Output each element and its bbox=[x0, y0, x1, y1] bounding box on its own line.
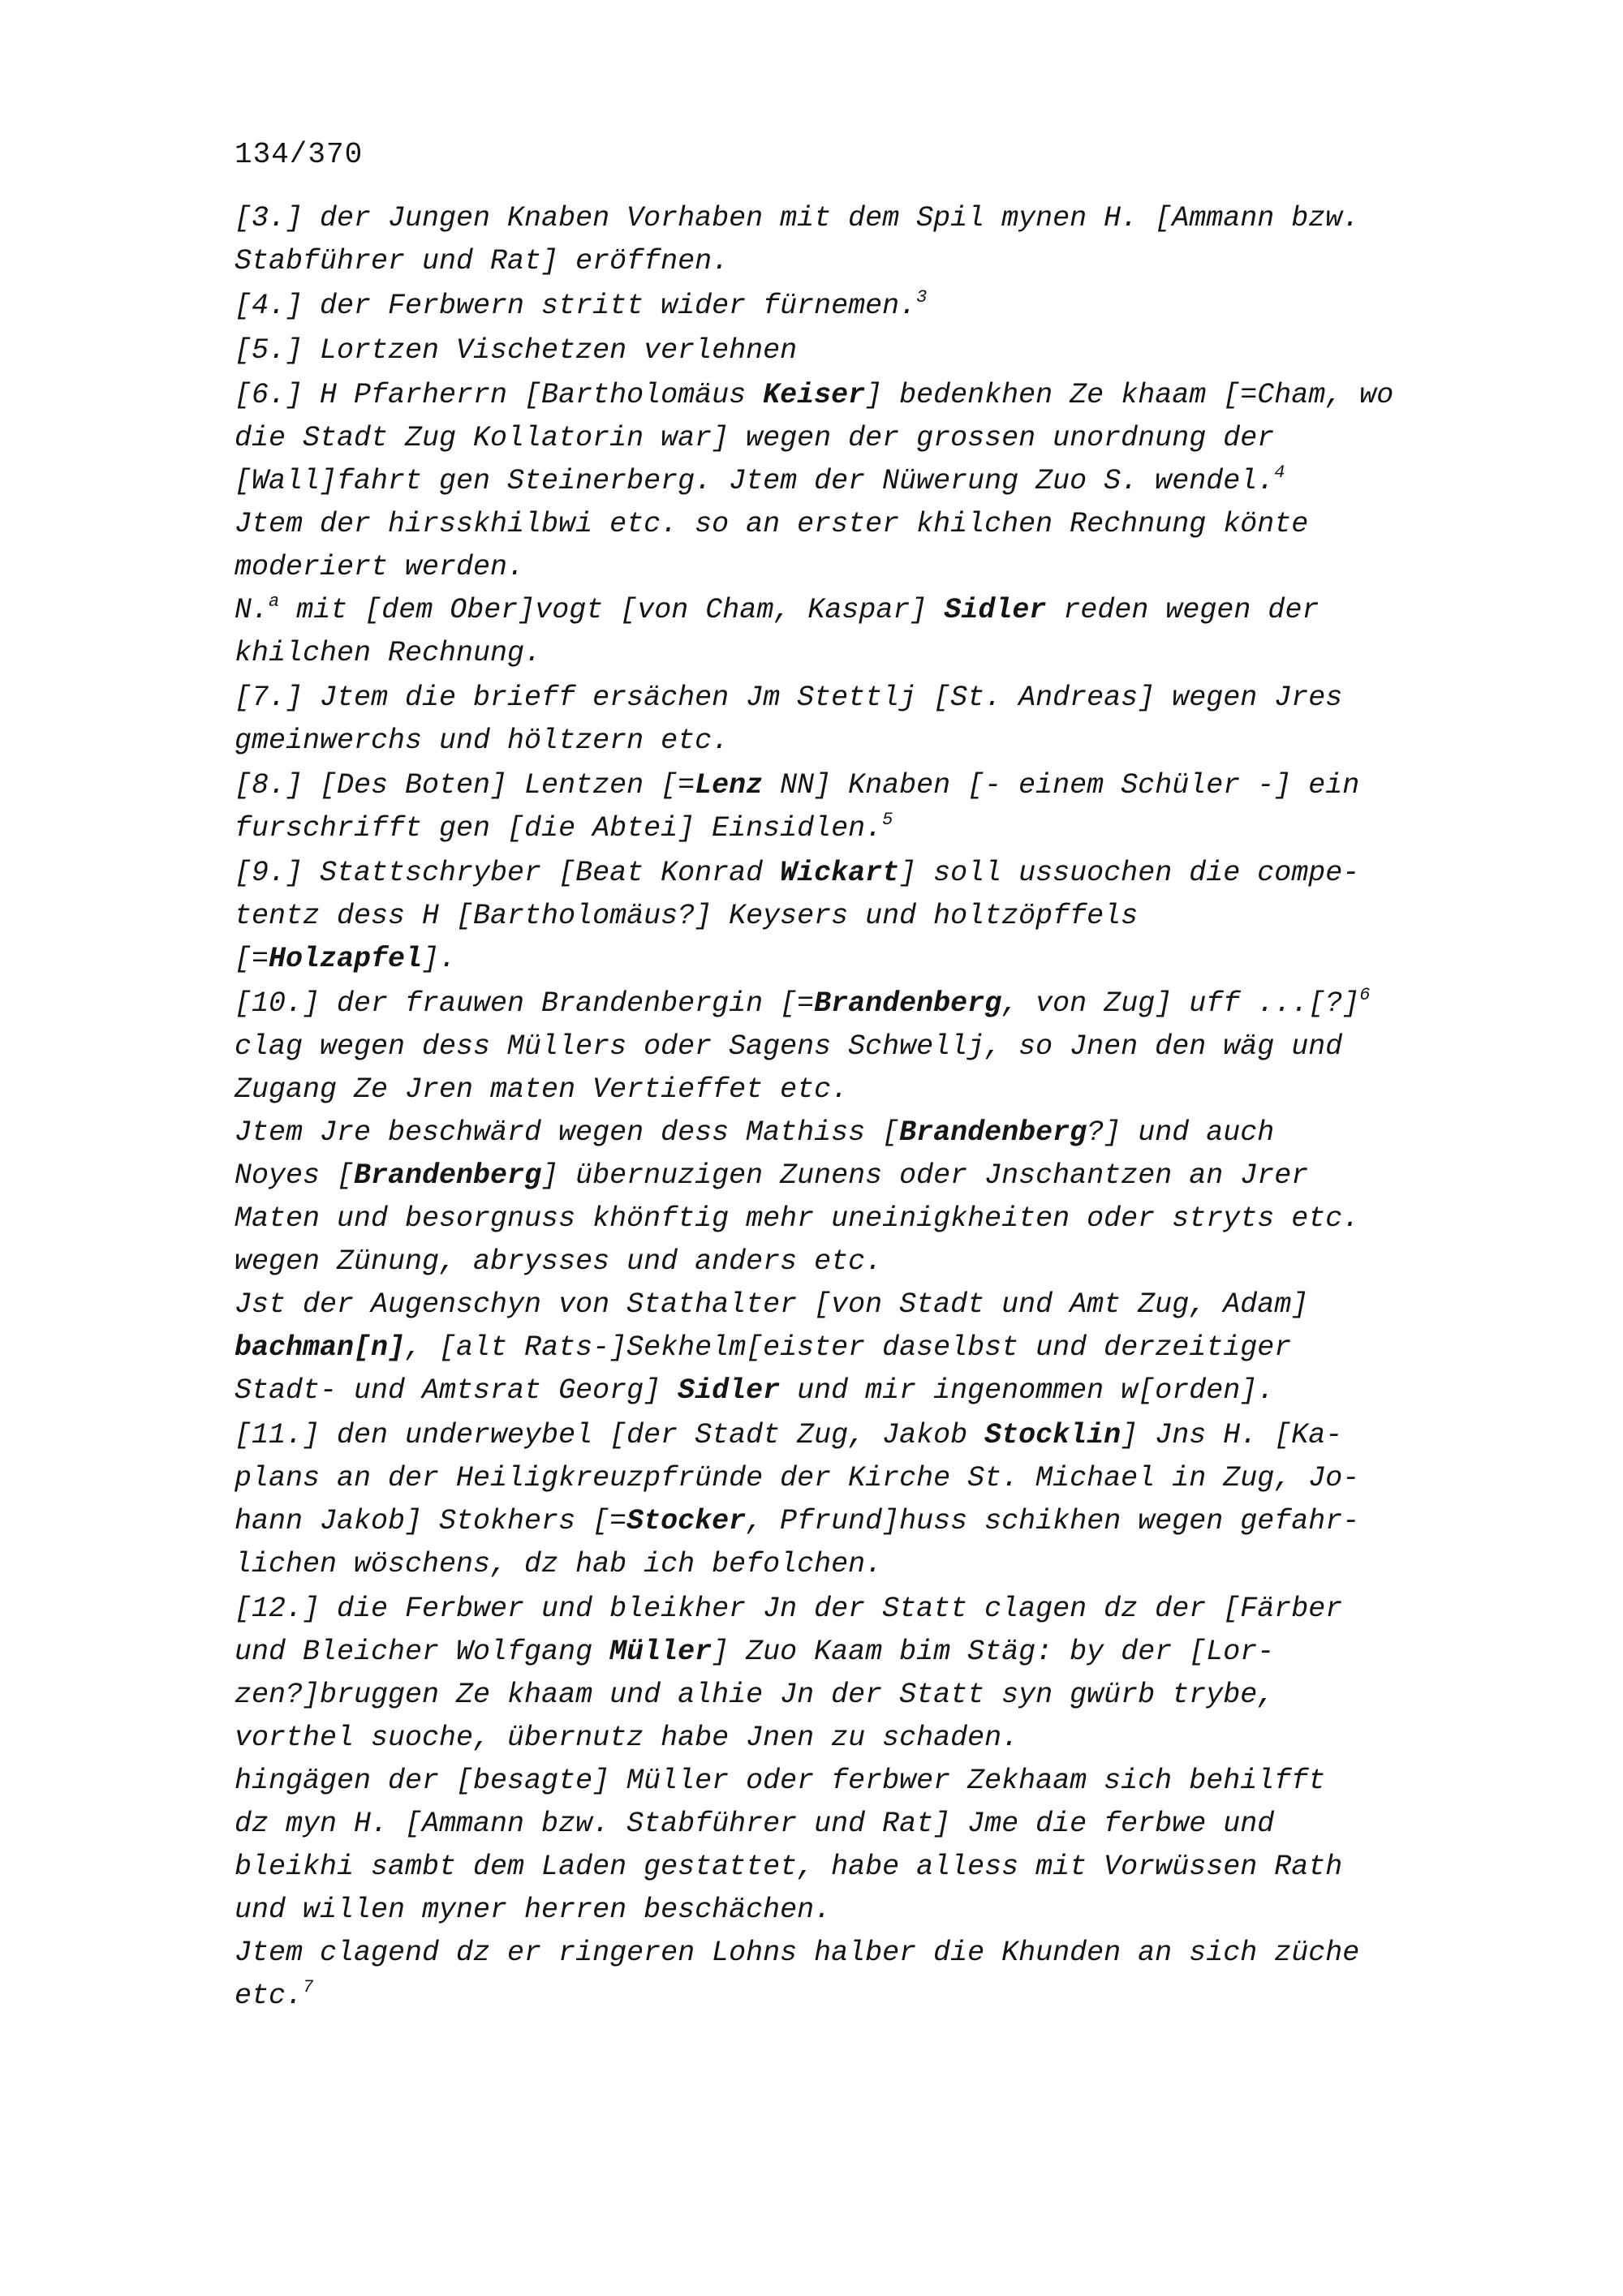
text-line: [3.] der Jungen Knaben Vorhaben mit dem Spil mynen H. [Ammann bzw. bbox=[235, 202, 1360, 234]
text-line: [12.] die Ferbwer und bleikher Jn der Statt clagen dz der [Färber bbox=[235, 1593, 1343, 1625]
text-line: vorthel suoche, übernutz habe Jnen zu schaden. bbox=[235, 1722, 1019, 1754]
text-line: Maten und besorgnuss khönftig mehr uneinigkheiten oder stryts etc. bbox=[235, 1202, 1360, 1235]
entry-3 bbox=[235, 197, 1484, 283]
text-line: lichen wöschens, dz hab ich befolchen. bbox=[235, 1548, 883, 1580]
text-line: plans an der Heiligkreuzpfründe der Kirche St. Michael in Zug, Jo- bbox=[235, 1462, 1360, 1494]
person-name: Müller bbox=[609, 1636, 712, 1668]
person-name: Holzapfel bbox=[269, 943, 423, 975]
text-line: Jst der Augenschyn von Stathalter [von Stadt und Amt Zug, Adam] bbox=[235, 1288, 1309, 1321]
person-name: Sidler bbox=[944, 594, 1047, 626]
entry-12 bbox=[235, 1588, 1484, 2018]
person-name: Brandenberg bbox=[899, 1116, 1087, 1149]
text-line: [9.] Stattschryber [Beat Konrad Wickart] soll ussuochen die compe- bbox=[235, 857, 1360, 889]
text-line: [11.] den underweybel [der Stadt Zug, Jakob Stocklin] Jns H. [Ka- bbox=[235, 1419, 1343, 1451]
person-name: Brandenberg bbox=[814, 987, 1002, 1020]
text-line: Jtem Jre beschwärd wegen dess Mathiss [Brandenberg?] und auch bbox=[235, 1116, 1275, 1149]
person-name: Lenz bbox=[695, 769, 764, 802]
person-name: Keiser bbox=[763, 379, 866, 411]
text-line: N.$^a$ mit [dem Ober]vogt [von Cham, Kaspar] Sidler reden wegen der bbox=[235, 591, 1319, 626]
entry-7 bbox=[235, 677, 1484, 763]
person-name: bachman[n] bbox=[235, 1331, 406, 1364]
text-line: hingägen der [besagte] Müller oder ferbwer Zekhaam sich behilfft bbox=[235, 1765, 1326, 1797]
text-line: Jtem der hirsskhilbwi etc. so an erster khilchen Rechnung könte bbox=[235, 508, 1309, 540]
text-line: clag wegen dess Müllers oder Sagens Schwellj, so Jnen den wäg und bbox=[235, 1030, 1343, 1063]
entry-6 bbox=[235, 374, 1484, 675]
text-line: khilchen Rechnung. bbox=[235, 637, 542, 669]
text-line: tentz dess H [Bartholomäus?] Keysers und holtzöpffels bbox=[235, 900, 1139, 932]
text-line: etc.$^7$ bbox=[235, 1977, 314, 2012]
person-name: Wickart bbox=[780, 857, 900, 889]
protocol-entries bbox=[235, 197, 1484, 2019]
person-name: Stocklin bbox=[984, 1419, 1121, 1451]
text-line: wegen Zünung, abrysses und anders etc. bbox=[235, 1245, 883, 1278]
entry-4 bbox=[235, 285, 1484, 328]
footnote-ref: 5 bbox=[882, 810, 893, 830]
person-name: Stocker bbox=[626, 1505, 747, 1537]
footnote-ref: a bbox=[269, 591, 280, 612]
footnote-ref: 7 bbox=[303, 1977, 314, 1997]
entry-9 bbox=[235, 852, 1484, 981]
text-line: [10.] der frauwen Brandenbergin [=Brandenberg, von Zug] uff ...[?]$^6$ bbox=[235, 985, 1371, 1020]
text-line: die Stadt Zug Kollatorin war] wegen der grossen unordnung der bbox=[235, 422, 1275, 454]
footnote-ref: 6 bbox=[1359, 985, 1371, 1005]
text-line: und Bleicher Wolfgang Müller] Zuo Kaam bim Stäg: by der [Lor- bbox=[235, 1636, 1275, 1668]
text-line: bleikhi sambt dem Laden gestattet, habe alless mit Vorwüssen Rath bbox=[235, 1851, 1343, 1883]
person-name: Sidler bbox=[678, 1374, 781, 1407]
page-number: 134/370 bbox=[235, 138, 364, 171]
entry-10 bbox=[235, 982, 1484, 1412]
text-line: zen?]bruggen Ze khaam und alhie Jn der Statt syn gwürb trybe, bbox=[235, 1679, 1275, 1711]
text-line: Stabführer und Rat] eröffnen. bbox=[235, 245, 730, 277]
text-line: moderiert werden. bbox=[235, 551, 525, 583]
text-line: [6.] H Pfarherrn [Bartholomäus Keiser] bedenkhen Ze khaam [=Cham, wo bbox=[235, 379, 1394, 411]
footnote-ref: 4 bbox=[1274, 462, 1285, 483]
text-line: Jtem clagend dz er ringeren Lohns halber die Khunden an sich züche bbox=[235, 1937, 1360, 1969]
person-name: Brandenberg bbox=[354, 1159, 542, 1192]
text-line: [7.] Jtem die brieff ersächen Jm Stettlj [St. Andreas] wegen Jres bbox=[235, 681, 1343, 714]
text-line: hann Jakob] Stokhers [=Stocker, Pfrund]huss schikhen wegen gefahr- bbox=[235, 1505, 1360, 1537]
text-line: [4.] der Ferbwern stritt wider fürnemen.$^3$ bbox=[235, 287, 928, 322]
entry-8 bbox=[235, 764, 1484, 850]
text-line: [=Holzapfel]. bbox=[235, 943, 457, 975]
text-line: dz myn H. [Ammann bzw. Stabführer und Rat] Jme die ferbwe und bbox=[235, 1808, 1275, 1840]
text-line: furschrifft gen [die Abtei] Einsidlen.$^5$ bbox=[235, 810, 893, 845]
text-line: [Wall]fahrt gen Steinerberg. Jtem der Nüwerung Zuo S. wendel.$^4$ bbox=[235, 462, 1285, 497]
text-line: Zugang Ze Jren maten Vertieffet etc. bbox=[235, 1073, 849, 1106]
text-line: [5.] Lortzen Vischetzen verlehnen bbox=[235, 334, 798, 367]
text-line: [8.] [Des Boten] Lentzen [=Lenz NN] Knaben [- einem Schüler -] ein bbox=[235, 769, 1360, 802]
text-line: Stadt- und Amtsrat Georg] Sidler und mir ingenommen w[orden]. bbox=[235, 1374, 1275, 1407]
entry-5 bbox=[235, 329, 1484, 372]
text-line: Noyes [Brandenberg] übernuzigen Zunens oder Jnschantzen an Jrer bbox=[235, 1159, 1309, 1192]
entry-11 bbox=[235, 1414, 1484, 1586]
text-line: und willen myner herren beschächen. bbox=[235, 1894, 832, 1926]
text-line: bachman[n], [alt Rats-]Sekhelm[eister daselbst und derzeitiger bbox=[235, 1331, 1292, 1364]
text-line: gmeinwerchs und höltzern etc. bbox=[235, 724, 730, 757]
footnote-ref: 3 bbox=[916, 287, 928, 307]
